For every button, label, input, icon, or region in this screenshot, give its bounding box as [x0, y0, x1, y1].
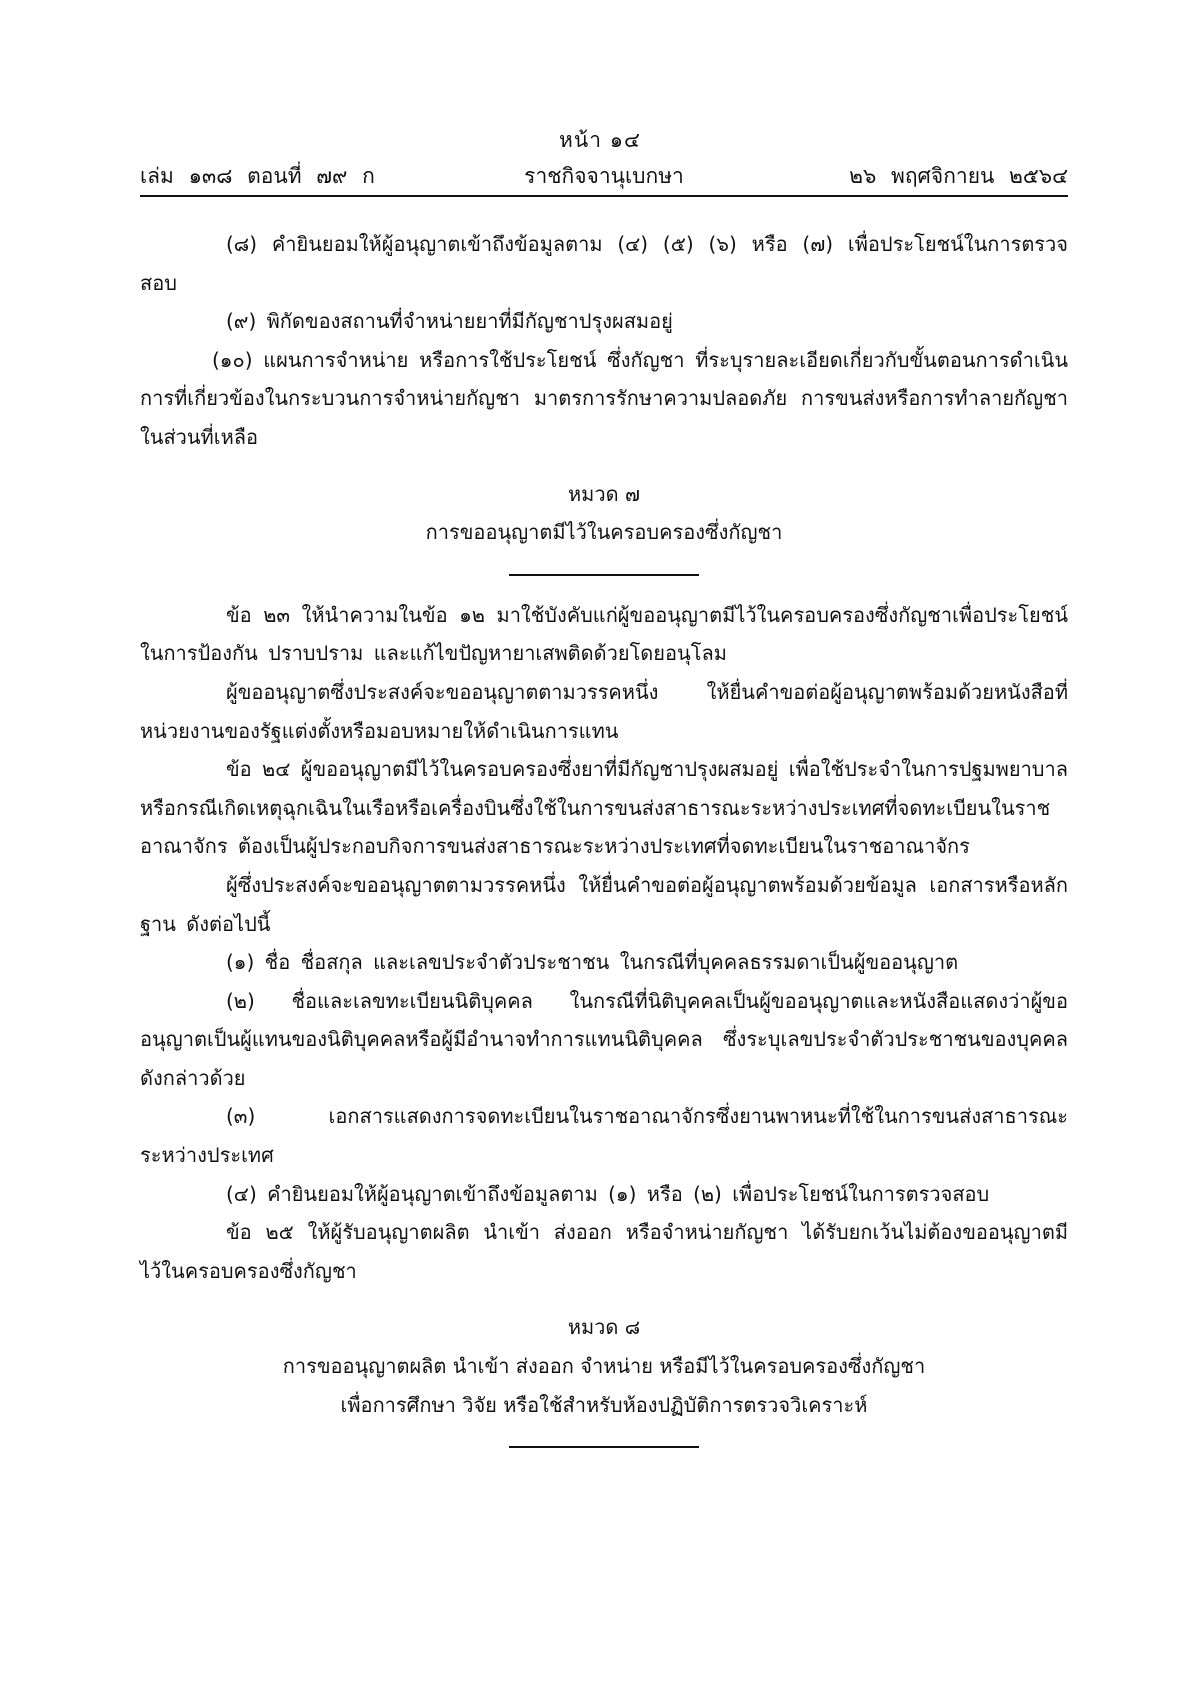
- clause-25: ข้อ ๒๕ ให้ผู้รับอนุญาตผลิต นำเข้า ส่งออก หรือจำหน่ายกัญชา ได้รับยกเว้นไม่ต้องขออนุญาตมีไว้ในครอบครองซึ่งกัญชา: [140, 1220, 1068, 1283]
- clause-24: ข้อ ๒๔ ผู้ขออนุญาตมีไว้ในครอบครองซึ่งยาที่มีกัญชาปรุงผสมอยู่ เพื่อใช้ประจำในการปฐมพยาบาลหรือกรณีเกิดเหตุฉุกเฉินในเรือหรือเครื่องบินซึ่งใช้ในการขนส่งสาธารณะระหว่างประเทศที่จดทะเบียนในราชอาณาจักร ต้องเป็นผู้ประกอบกิจการขนส่งสาธารณะระหว่างประเทศที่จดทะเบียนในราชอาณาจักร: [140, 757, 1068, 859]
- paragraph-item-10: (๑๐) แผนการจำหน่าย หรือการใช้ประโยชน์ ซึ่งกัญชา ที่ระบุรายละเอียดเกี่ยวกับขั้นตอนการดำเนินการที่เกี่ยวข้องในกระบวนการจำหน่ายกัญชา มาตรการรักษาความปลอดภัย การขนส่งหรือการทำลายกัญชาในส่วนที่เหลือ: [140, 347, 1068, 449]
- clause-24-para-2: ผู้ซึ่งประสงค์จะขออนุญาตตามวรรคหนึ่ง ให้ยื่นคำขอต่อผู้อนุญาตพร้อมด้วยข้อมูล เอกสารหรือหลักฐาน ดังต่อไปนี้: [140, 872, 1068, 936]
- section-8-title-line-1: การขออนุญาตผลิต นำเข้า ส่งออก จำหน่าย หรือมีไว้ในครอบครองซึ่งกัญชา: [282, 1354, 926, 1379]
- gazette-name: ราชกิจจานุเบกษา: [524, 164, 684, 188]
- page-number: หน้า ๑๔: [559, 128, 641, 152]
- document-body: [140, 225, 1068, 1468]
- header-divider: [140, 195, 1068, 197]
- clause-24-item-2: (๒) ชื่อและเลขทะเบียนนิติบุคคล ในกรณีที่นิติบุคคลเป็นผู้ขออนุญาตและหนังสือแสดงว่าผู้ขออนุญาตเป็นผู้แทนของนิติบุคคลหรือผู้มีอำนาจทำการแทนนิติบุคคล ซึ่งระบุเลขประจำตัวประชาชนของบุคคลดังกล่าวด้วย: [140, 988, 1068, 1090]
- paragraph-item-8: (๘) คำยินยอมให้ผู้อนุญาตเข้าถึงข้อมูลตาม (๔) (๕) (๖) หรือ (๗) เพื่อประโยชน์ในการตรวจสอบ: [140, 232, 1068, 295]
- section-8-number: หมวด ๘: [567, 1315, 641, 1340]
- section-8-title-line-2: เพื่อการศึกษา วิจัย หรือใช้สำหรับห้องปฏิบัติการตรวจวิเคราะห์: [340, 1392, 868, 1417]
- section-8-divider: [509, 1446, 699, 1448]
- running-header: [140, 160, 1068, 190]
- section-7-title: การขออนุญาตมีไว้ในครอบครองซึ่งกัญชา: [425, 520, 783, 545]
- clause-24-item-1: (๑) ชื่อ ชื่อสกุล และเลขประจำตัวประชาชน ในกรณีที่บุคคลธรรมดาเป็นผู้ขออนุญาต: [226, 950, 959, 975]
- publication-date: ๒๖ พฤศจิกายน ๒๕๖๔: [849, 164, 1068, 188]
- volume-issue: เล่ม ๑๓๘ ตอนที่ ๗๙ ก: [140, 164, 375, 188]
- clause-23: ข้อ ๒๓ ให้นำความในข้อ ๑๒ มาใช้บังคับแก่ผู้ขออนุญาตมีไว้ในครอบครองซึ่งกัญชาเพื่อประโยชน์ในการป้องกัน ปราบปราม และแก้ไขปัญหายาเสพติดด้วยโดยอนุโลม: [140, 602, 1068, 666]
- section-7-number: หมวด ๗: [568, 481, 640, 506]
- paragraph-item-9: (๙) พิกัดของสถานที่จำหน่ายยาที่มีกัญชาปรุงผสมอยู่: [226, 309, 673, 334]
- clause-23-para-2: ผู้ขออนุญาตซึ่งประสงค์จะขออนุญาตตามวรรคหนึ่ง ให้ยื่นคำขอต่อผู้อนุญาตพร้อมด้วยหนังสือที่หน่วยงานของรัฐแต่งตั้งหรือมอบหมายให้ดำเนินการแทน: [140, 679, 1068, 743]
- clause-24-item-4: (๔) คำยินยอมให้ผู้อนุญาตเข้าถึงข้อมูลตาม (๑) หรือ (๒) เพื่อประโยชน์ในการตรวจสอบ: [226, 1181, 990, 1206]
- section-7-divider: [509, 574, 699, 576]
- clause-24-item-3: (๓) เอกสารแสดงการจดทะเบียนในราชอาณาจักรซึ่งยานพาหนะที่ใช้ในการขนส่งสาธารณะระหว่างประเทศ: [140, 1104, 1068, 1168]
